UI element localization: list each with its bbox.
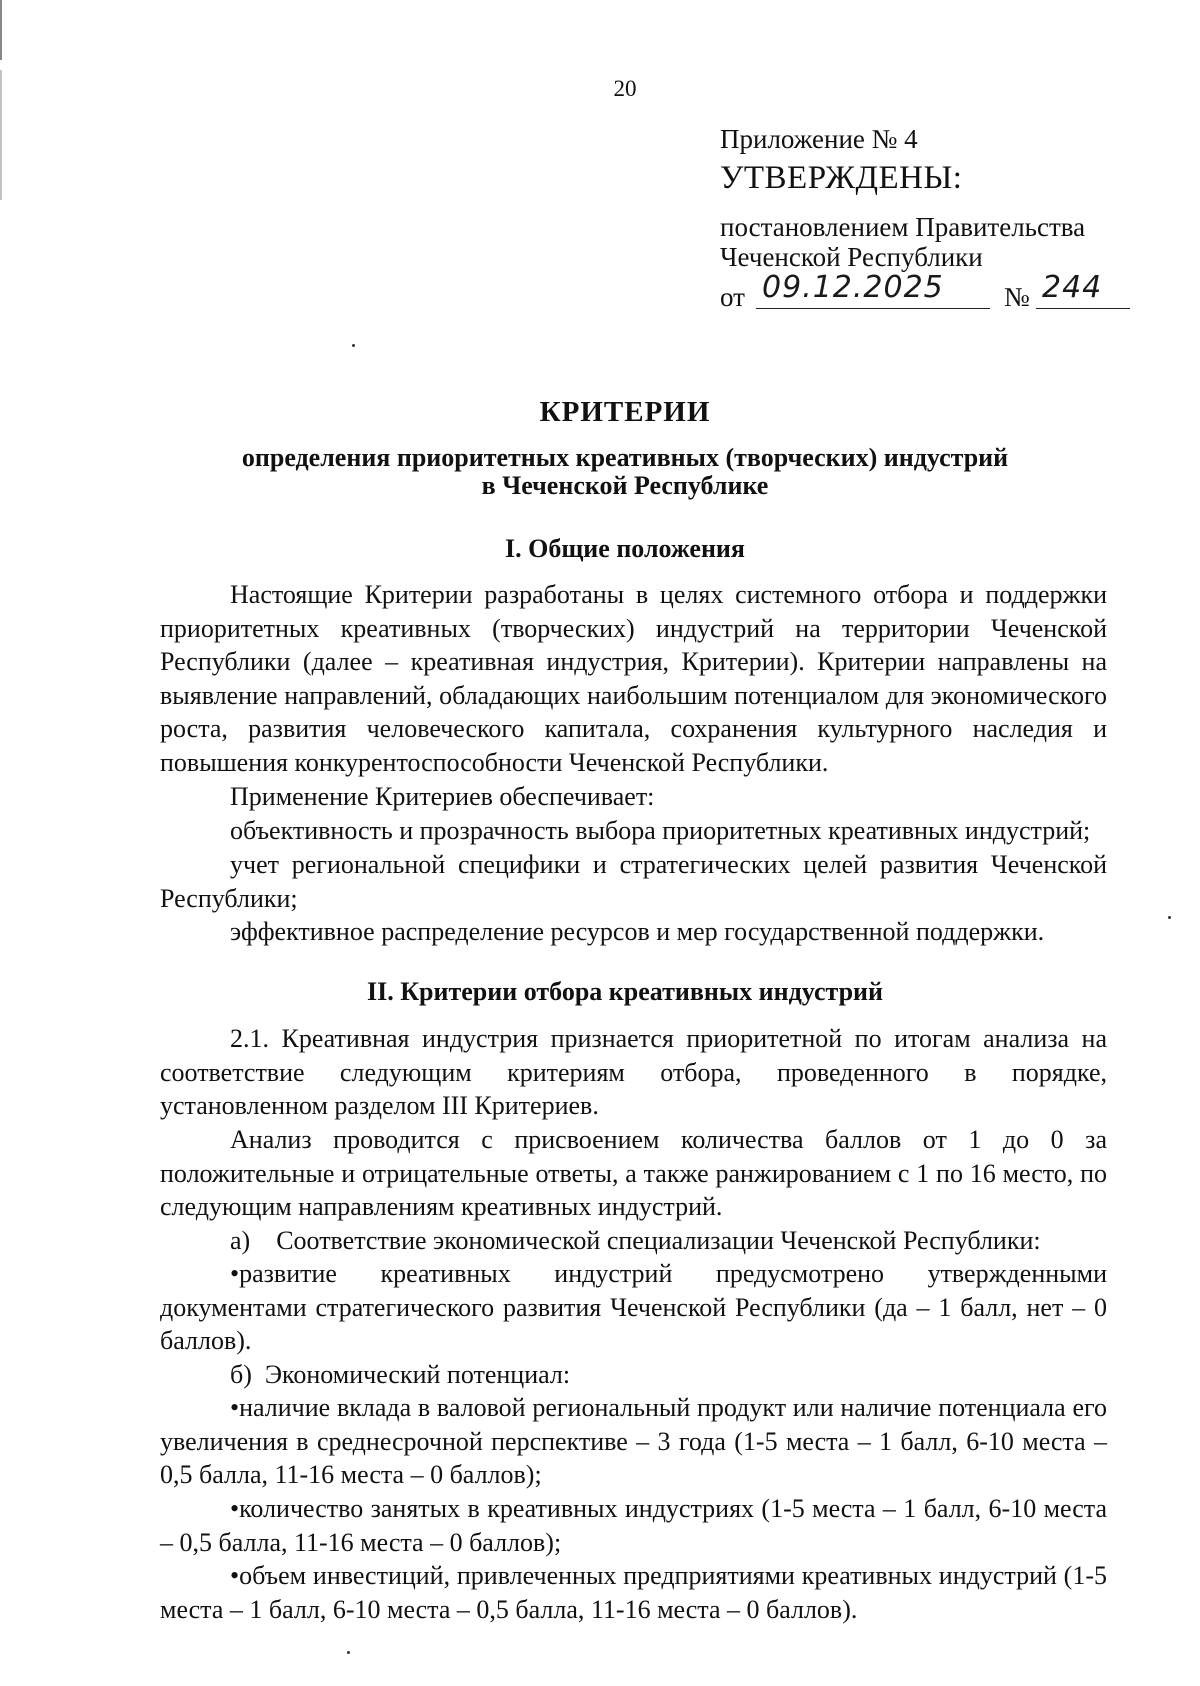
date-label: от	[720, 282, 745, 312]
paragraph: Анализ проводится с присвоением количества баллов от 1 до 0 за положительные и отрицательные ответы, а также ранжированием с 1 по 16 место, по следующим направлениям креативных индустрий.	[160, 1125, 1107, 1221]
handwritten-date: 09.12.2025	[762, 270, 944, 305]
date-field	[756, 268, 990, 309]
handwritten-number: 244	[1042, 270, 1103, 305]
paragraph: учет региональной специфики и стратегических целей развития Чеченской Республики;	[160, 850, 1107, 913]
section-heading: II. Критерии отбора креативных индустрий	[366, 977, 884, 1006]
list-item: •объем инвестиций, привлеченных предприятиями креативных индустрий (1-5 места – 1 балл, 6-10 места – 0,5 балла, 11-16 места – 0 баллов).	[160, 1561, 1107, 1624]
scan-speck	[1168, 916, 1171, 919]
paragraph: объективность и прозрачность выбора приоритетных креативных индустрий;	[230, 816, 1091, 845]
scan-speck	[347, 1651, 350, 1654]
list-item: •развитие креативных индустрий предусмотрено утвержденными документами стратегического развития Чеченской Республики (да – 1 балл, нет – 0 баллов).	[160, 1259, 1107, 1355]
number-label: №	[1004, 282, 1030, 312]
approval-block	[720, 124, 1160, 272]
resolution-date-number	[720, 268, 1140, 312]
paragraph: Применение Критериев обеспечивает:	[230, 782, 655, 811]
paragraph: Настоящие Критерии разработаны в целях системного отбора и поддержки приоритетных креативных (творческих) индустрий на территории Чеченской Республики (далее – креативная индустрия, Критерии). Критерии направлены на выявление направлений, обладающих наибольшим потенциалом для экономического роста, развития человеческого капитала, сохранения культурного наследия и повышения конкурентоспособности Чеченской Республики.	[160, 580, 1107, 777]
appendix-label: Приложение № 4	[720, 124, 918, 154]
scan-speck	[352, 344, 355, 347]
list-item: •количество занятых в креативных индустриях (1-5 места – 1 балл, 6-10 места – 0,5 балла, 11-16 места – 0 баллов);	[160, 1494, 1107, 1557]
document-subtitle: определения приоритетных креативных (творческих) индустрий	[241, 443, 1009, 472]
scan-edge-mark	[0, 0, 2, 60]
section-heading: I. Общие положения	[505, 534, 745, 563]
approved-heading: УТВЕРЖДЕНЫ:	[720, 160, 963, 196]
number-field	[1036, 268, 1130, 309]
document-subtitle: в Чеченской Республике	[481, 471, 769, 500]
list-item: а) Соответствие экономической специализации Чеченской Республики:	[230, 1226, 1041, 1255]
approved-by-line: Чеченской Республики	[720, 242, 983, 272]
document-title: КРИТЕРИИ	[539, 396, 711, 428]
page-number: 20	[613, 76, 637, 101]
approved-by-line: постановлением Правительства	[720, 212, 1086, 242]
list-item: •наличие вклада в валовой региональный продукт или наличие потенциала его увеличения в среднесрочной перспективе – 3 года (1-5 места – 1 балл, 6-10 места – 0,5 балла, 11-16 места – 0 баллов);	[160, 1393, 1107, 1489]
paragraph: эффективное распределение ресурсов и мер государственной поддержки.	[230, 917, 1045, 946]
paragraph: 2.1. Креативная индустрия признается приоритетной по итогам анализа на соответствие следующим критериям отбора, проведенного в порядке, установленном разделом III Критериев.	[160, 1024, 1107, 1120]
scan-edge-mark	[0, 70, 2, 200]
list-item: б) Экономический потенциал:	[230, 1360, 571, 1389]
